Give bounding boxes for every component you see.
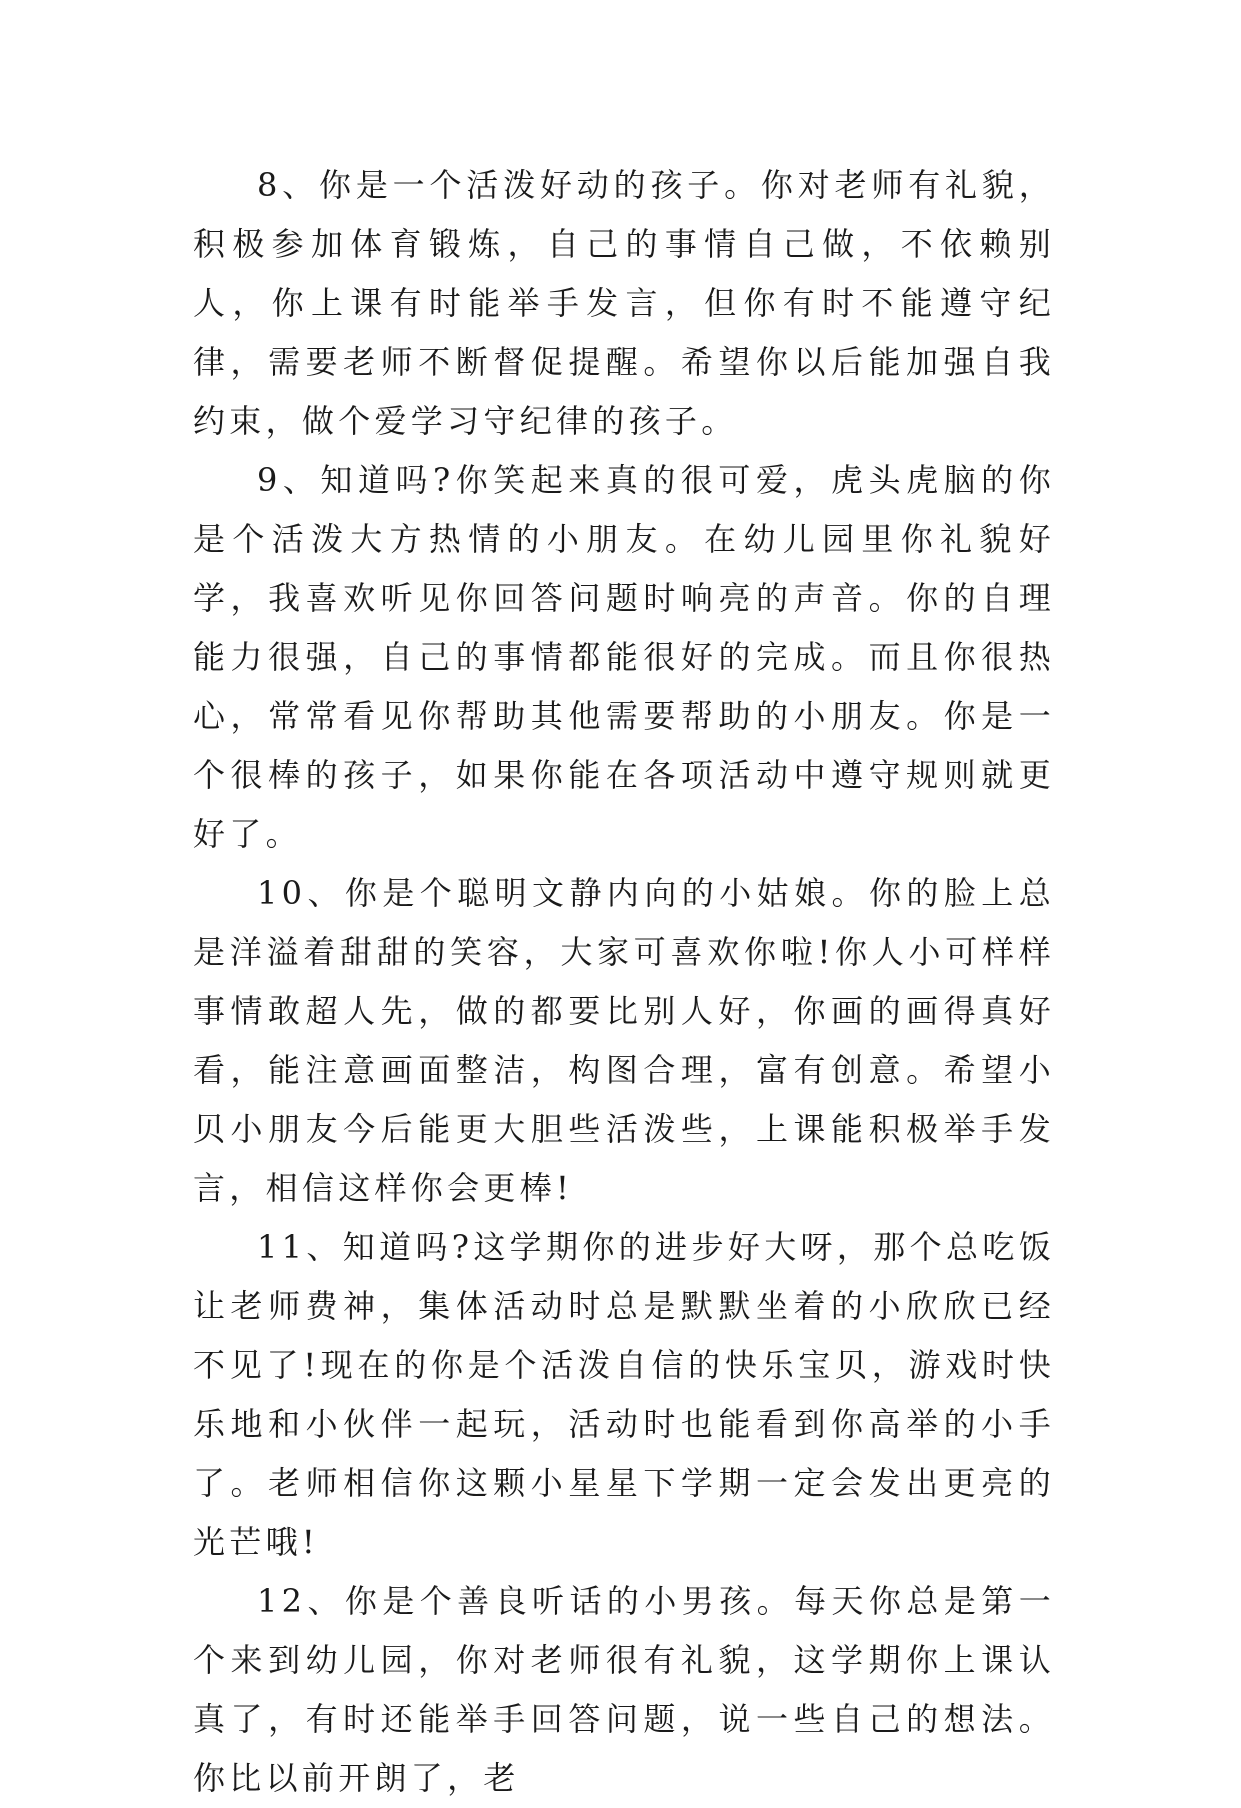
paragraph-11: 11、知道吗?这学期你的进步好大呀，那个总吃饭让老师费神，集体活动时总是默默坐着的小欣欣已经不见了!现在的你是个活泼自信的快乐宝贝，游戏时快乐地和小伙伴一起玩，活动时也能看到你高举的小手了。老师相信你这颗小星星下学期一定会发出更亮的光芒哦!	[193, 1228, 1055, 1561]
paragraph-9: 9、知道吗?你笑起来真的很可爱，虎头虎脑的你是个活泼大方热情的小朋友。在幼儿园里你礼貌好学，我喜欢听见你回答问题时响亮的声音。你的自理能力很强，自己的事情都能很好的完成。而且你很热心，常常看见你帮助其他需要帮助的小朋友。你是一个很棒的孩子，如果你能在各项活动中遵守规则就更好了。	[193, 461, 1055, 853]
paragraph-8: 8、你是一个活泼好动的孩子。你对老师有礼貌，积极参加体育锻炼，自己的事情自己做，不依赖别人，你上课有时能举手发言，但你有时不能遵守纪律，需要老师不断督促提醒。希望你以后能加强自我约束，做个爱学习守纪律的孩子。	[193, 166, 1055, 440]
paragraph-12: 12、你是个善良听话的小男孩。每天你总是第一个来到幼儿园，你对老师很有礼貌，这学期你上课认真了，有时还能举手回答问题，说一些自己的想法。你比以前开朗了，老	[193, 1582, 1055, 1797]
paragraph-10: 10、你是个聪明文静内向的小姑娘。你的脸上总是洋溢着甜甜的笑容，大家可喜欢你啦!你人小可样样事情敢超人先，做的都要比别人好，你画的画得真好看，能注意画面整洁，构图合理，富有创意。希望小贝小朋友今后能更大胆些活泼些，上课能积极举手发言，相信这样你会更棒!	[193, 874, 1055, 1207]
document-body	[193, 156, 1055, 1808]
